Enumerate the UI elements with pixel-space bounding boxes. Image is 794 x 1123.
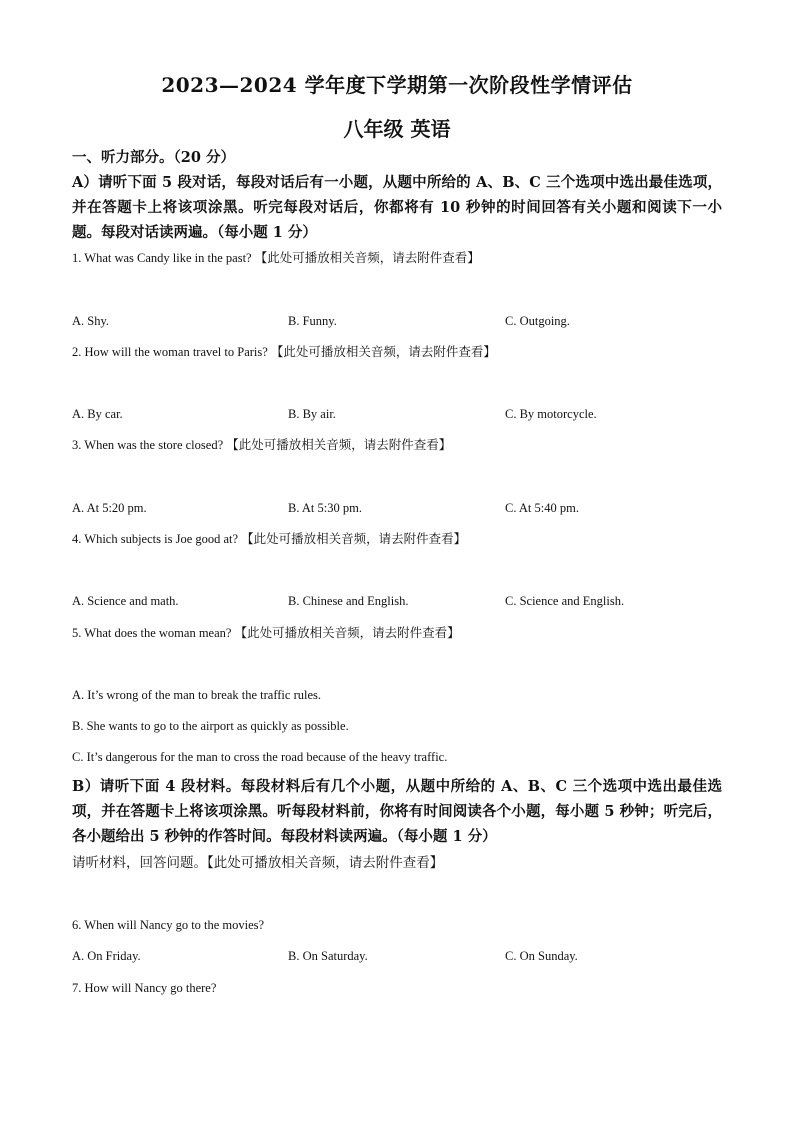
question-5-option-a[interactable]: A. It’s wrong of the man to break the traffic rules. xyxy=(72,688,321,702)
question-4-option-c[interactable]: C. Science and English. xyxy=(505,594,625,608)
question-1-option-c[interactable]: C. Outgoing. xyxy=(505,314,570,328)
question-3-option-c[interactable]: C. At 5:40 pm. xyxy=(505,501,579,515)
question-7-stem: 7. How will Nancy go there? xyxy=(72,981,217,995)
question-4-stem: 4. Which subjects is Joe good at? 【此处可播放相关音频，请去附件查看】 xyxy=(72,532,467,546)
exam-title: 2023—2024 学年度下学期第一次阶段性学情评估 xyxy=(161,73,633,97)
question-6-option-b[interactable]: B. On Saturday. xyxy=(288,949,368,963)
question-5-option-b[interactable]: B. She wants to go to the airport as quickly as possible. xyxy=(72,719,349,733)
part-b-audio-prompt: 请听材料，回答问题。【此处可播放相关音频，请去附件查看】 xyxy=(72,855,444,871)
question-2-option-b[interactable]: B. By air. xyxy=(288,407,336,421)
question-2-stem: 2. How will the woman travel to Paris? 【此处可播放相关音频，请去附件查看】 xyxy=(72,345,496,359)
section-heading: 一、听力部分。（20 分） xyxy=(72,149,235,166)
question-4-option-b[interactable]: B. Chinese and English. xyxy=(288,594,409,608)
question-1-option-a[interactable]: A. Shy. xyxy=(72,314,110,328)
question-1-option-b[interactable]: B. Funny. xyxy=(288,314,337,328)
question-3-option-a[interactable]: A. At 5:20 pm. xyxy=(72,501,147,515)
part-a-instructions: A）请听下面 5 段对话，每段对话后有一小题，从题中所给的 A、B、C 三个选项中选出最佳选项，并在答题卡上将该项涂黑。听完每段对话后，你都将有 10 秒钟的时间回答有关小题和阅读下一小题。每段对话读两遍。（每小题 1 分） xyxy=(72,174,722,241)
question-2-option-c[interactable]: C. By motorcycle. xyxy=(505,407,597,421)
question-3-stem: 3. When was the store closed? 【此处可播放相关音频，请去附件查看】 xyxy=(72,438,452,452)
part-b-instructions: B）请听下面 4 段材料。每段材料后有几个小题，从题中所给的 A、B、C 三个选项中选出最佳选项，并在答题卡上将该项涂黑。听每段材料前，你将有时间阅读各个小题，每小题 5 秒钟；听完后，各小题给出 5 秒钟的作答时间。每段材料读两遍。（每小题 1 分） xyxy=(72,778,722,845)
question-5-option-c[interactable]: C. It’s dangerous for the man to cross the road because of the heavy traffic. xyxy=(72,750,448,764)
exam-subtitle: 八年级 英语 xyxy=(343,117,451,141)
question-5-stem: 5. What does the woman mean? 【此处可播放相关音频，请去附件查看】 xyxy=(72,626,460,640)
question-3-option-b[interactable]: B. At 5:30 pm. xyxy=(288,501,362,515)
question-6-option-c[interactable]: C. On Sunday. xyxy=(505,949,578,963)
question-6-stem: 6. When will Nancy go to the movies? xyxy=(72,918,265,932)
question-4-option-a[interactable]: A. Science and math. xyxy=(72,594,179,608)
question-6-option-a[interactable]: A. On Friday. xyxy=(72,949,141,963)
question-1-stem: 1. What was Candy like in the past? 【此处可播放相关音频，请去附件查看】 xyxy=(72,251,480,265)
question-2-option-a[interactable]: A. By car. xyxy=(72,407,123,421)
